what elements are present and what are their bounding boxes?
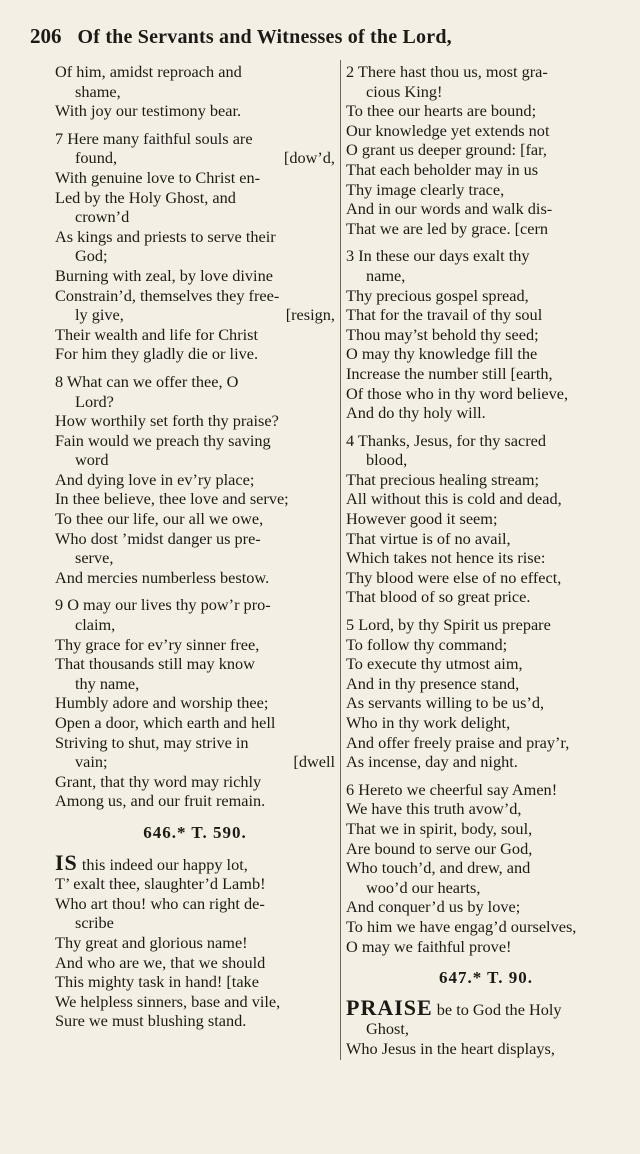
verse-line-text: 7 Here many faithful souls are: [55, 128, 253, 148]
verse-line-text: With joy our testimony bear.: [55, 101, 242, 121]
verse-line: [55, 992, 335, 1012]
verse-line-text: ly give,: [75, 305, 124, 325]
verse-line-text: blood,: [366, 450, 408, 470]
verse-line-text: Of those who in thy word believe,: [346, 383, 569, 403]
verse-line: [346, 839, 626, 859]
verse-line: [55, 82, 335, 102]
verse-line-text: To thee our hearts are bound;: [346, 101, 537, 121]
verse-line: [55, 849, 335, 875]
verse-line: [55, 615, 335, 635]
verse-line: [55, 713, 335, 733]
verse-line: [346, 799, 626, 819]
column-divider: [340, 60, 341, 1060]
verse-line-text: word: [75, 450, 109, 470]
verse-line-text: Constrain’d, themselves they free-: [55, 285, 280, 305]
verse-line: [55, 431, 335, 451]
verse-line-text: found,: [75, 148, 118, 168]
verse-line: [55, 101, 335, 121]
stanza: [55, 372, 335, 588]
verse-line-text: That virtue is of no avail,: [346, 528, 511, 548]
verse-line: [55, 227, 335, 247]
verse-line: [55, 509, 335, 529]
verse-line: [55, 411, 335, 431]
verse-line-text: That we are led by grace. [cern: [346, 218, 549, 238]
stanza: [346, 62, 626, 238]
verse-line: [346, 364, 626, 384]
verse-line-text: We helpless sinners, base and vile,: [55, 991, 281, 1011]
running-title: Of the Servants and Witnesses of the Lord,: [77, 26, 452, 48]
verse-line: [346, 62, 626, 82]
verse-line: [346, 1019, 626, 1039]
verse-line-text: That we in spirit, body, soul,: [346, 818, 533, 838]
stanza: [55, 595, 335, 811]
verse-line: [346, 470, 626, 490]
verse-line: [55, 568, 335, 588]
verse-line: [346, 384, 626, 404]
stanza: [346, 431, 626, 607]
left-column: [55, 62, 335, 1039]
verse-line-text: That blood of so great price.: [346, 587, 531, 607]
right-column: [346, 62, 626, 1067]
stanza: [346, 615, 626, 772]
verse-line-text: That precious healing stream;: [346, 469, 540, 489]
verse-line: [55, 752, 335, 772]
verse-line: [346, 160, 626, 180]
verse-line-text: To thee our life, our all we owe,: [55, 509, 264, 529]
verse-line-text: this indeed our happy lot,: [77, 854, 248, 874]
verse-line: [346, 246, 626, 266]
verse-line-text: Thy grace for ev’ry sinner free,: [55, 634, 260, 654]
verse-line-text: O may we faithful prove!: [346, 936, 512, 956]
verse-line: [346, 752, 626, 772]
verse-line: [346, 654, 626, 674]
verse-line: [346, 325, 626, 345]
verse-line: [55, 913, 335, 933]
verse-line-text: Lord?: [75, 391, 114, 411]
verse-line: [55, 489, 335, 509]
verse-line-text: Which takes not hence its rise:: [346, 548, 546, 568]
verse-line-text: 2 There hast thou us, most gra-: [346, 62, 548, 81]
verse-line-text: For him they gladly die or live.: [55, 344, 259, 364]
verse-line: [55, 62, 335, 82]
verse-line: [55, 168, 335, 188]
verse-line: [346, 878, 626, 898]
verse-line-text: Thy image clearly trace,: [346, 179, 505, 199]
verse-line-text: Thou may’st behold thy seed;: [346, 324, 539, 344]
verse-line-text: woo’d our hearts,: [366, 877, 481, 897]
verse-line: [346, 529, 626, 549]
verse-line: [55, 933, 335, 953]
verse-line: [346, 548, 626, 568]
verse-line-text: 3 In these our days exalt thy: [346, 246, 530, 266]
verse-line-text: However good it seem;: [346, 509, 498, 529]
verse-line-text: serve,: [75, 548, 114, 568]
verse-line-text: Who art thou! who can right de-: [55, 893, 265, 913]
verse-line: [346, 937, 626, 957]
verse-line: [55, 953, 335, 973]
verse-line: [346, 199, 626, 219]
verse-line: [55, 266, 335, 286]
verse-line: [55, 874, 335, 894]
verse-line: [55, 148, 335, 168]
verse-line-text: As incense, day and night.: [346, 752, 518, 772]
verse-line-text: All without this is cold and dead,: [346, 489, 562, 509]
hymn-646-first-stanza: [55, 849, 335, 1031]
initial-capital: PRAISE: [346, 994, 433, 1020]
stanza: [55, 129, 335, 364]
verse-line-text: And do thy holy will.: [346, 403, 486, 423]
verse-line: [346, 431, 626, 451]
verse-line-text: To him we have engag’d ourselves,: [346, 916, 577, 936]
verse-line: [55, 972, 335, 992]
verse-line-text: Sure we must blushing stand.: [55, 1011, 247, 1031]
verse-line-text: Who Jesus in the heart displays,: [346, 1038, 555, 1058]
verse-line-text: Thy precious gospel spread,: [346, 285, 529, 305]
verse-line-text: Humbly adore and worship thee;: [55, 693, 269, 713]
verse-line: [346, 568, 626, 588]
verse-line: [346, 693, 626, 713]
verse-line: [346, 674, 626, 694]
verse-line: [55, 674, 335, 694]
verse-line-text: claim,: [75, 615, 116, 635]
verse-line-text: O grant us deeper ground: [far,: [346, 140, 547, 160]
verse-line: [55, 693, 335, 713]
verse-line-text: And dying love in ev’ry place;: [55, 469, 255, 489]
hymn-647-first-stanza: [346, 994, 626, 1059]
verse-line: [346, 121, 626, 141]
verse-line-text: Striving to shut, may strive in: [55, 732, 249, 752]
verse-line-text: name,: [366, 265, 406, 285]
verse-line-text: be to God the Holy: [432, 999, 562, 1019]
verse-line: [55, 1011, 335, 1031]
verse-line-text: To follow thy command;: [346, 634, 508, 654]
verse-line: [55, 450, 335, 470]
verse-line-text: Thy blood were else of no effect,: [346, 567, 562, 587]
verse-line: [346, 819, 626, 839]
verse-line: [346, 344, 626, 364]
verse-line-text: Ghost,: [366, 1019, 409, 1039]
verse-line: [55, 470, 335, 490]
running-header: [30, 24, 630, 54]
verse-line-text: As kings and priests to serve their: [55, 226, 276, 246]
verse-line-text: How worthily set forth thy praise?: [55, 411, 279, 431]
verse-line-text: And offer freely praise and pray’r,: [346, 732, 570, 752]
verse-line: [346, 82, 626, 102]
verse-line-text: Among us, and our fruit remain.: [55, 791, 266, 811]
verse-line-text: Open a door, which earth and hell: [55, 713, 276, 732]
verse-line-text: scribe: [75, 913, 114, 933]
verse-line: [55, 635, 335, 655]
verse-line: [346, 858, 626, 878]
verse-line: [346, 489, 626, 509]
verse-line-text: Are bound to serve our God,: [346, 838, 533, 858]
verse-line: [346, 180, 626, 200]
verse-line-text: And mercies numberless bestow.: [55, 567, 270, 587]
verse-line: [55, 188, 335, 208]
verse-line-text: Of him, amidst reproach and: [55, 62, 242, 81]
verse-line-text: That for the travail of thy soul: [346, 305, 543, 325]
verse-line: [346, 994, 626, 1020]
initial-capital: IS: [55, 849, 78, 875]
verse-line-text: In thee believe, thee love and serve;: [55, 489, 289, 509]
verse-line-text: Increase the number still [earth,: [346, 363, 553, 383]
verse-line-text: God;: [75, 246, 108, 266]
verse-line: [346, 140, 626, 160]
verse-line-text: Who dost ’midst danger us pre-: [55, 528, 261, 548]
verse-line: [346, 266, 626, 286]
verse-line: [55, 305, 335, 325]
verse-line-text: 9 O may our lives thy pow’r pro-: [55, 595, 271, 615]
verse-line: [346, 615, 626, 635]
verse-line: [55, 772, 335, 792]
verse-line-text: Grant, that thy word may richly: [55, 771, 262, 791]
verse-line-text: Burning with zeal, by love divine: [55, 265, 273, 285]
verse-line-text: Thy great and glorious name!: [55, 932, 248, 952]
verse-line-text: That each beholder may in us: [346, 159, 539, 179]
verse-line-text: 8 What can we offer thee, O: [55, 371, 239, 391]
verse-line-text: 4 Thanks, Jesus, for thy sacred: [346, 430, 547, 450]
verse-line-text: O may thy knowledge fill the: [346, 344, 538, 364]
verse-line: [346, 450, 626, 470]
hymn-647-heading: 647.* T. 90.: [438, 968, 534, 988]
verse-line-text: cious King!: [366, 81, 443, 101]
verse-line: [346, 509, 626, 529]
verse-line: [346, 403, 626, 423]
verse-line: [346, 780, 626, 800]
stanza: [346, 780, 626, 956]
catchword: [dow’d,: [283, 148, 335, 168]
verse-line-text: That thousands still may know: [55, 654, 255, 674]
verse-line-text: Our knowledge yet extends not: [346, 120, 550, 140]
verse-line-text: shame,: [75, 81, 121, 101]
verse-line-text: As servants willing to be us’d,: [346, 693, 545, 713]
stanza: [55, 62, 335, 121]
verse-line: [55, 654, 335, 674]
verse-line-text: To execute thy utmost aim,: [346, 654, 523, 674]
stanza: [346, 246, 626, 422]
verse-line-text: Fain would we preach thy saving: [55, 430, 271, 450]
verse-line: [346, 897, 626, 917]
verse-line-text: T’ exalt thee, slaughter’d Lamb!: [55, 874, 266, 894]
verse-line-text: vain;: [75, 752, 108, 772]
verse-line-text: This mighty task in hand! [take: [55, 972, 259, 992]
verse-line-text: And in thy presence stand,: [346, 673, 520, 693]
verse-line: [55, 129, 335, 149]
verse-line: [55, 529, 335, 549]
page-number: 206: [30, 24, 62, 48]
verse-line-text: 6 Hereto we cheerful say Amen!: [346, 779, 558, 799]
verse-line: [346, 101, 626, 121]
verse-line: [55, 286, 335, 306]
catchword: [dwell: [293, 752, 335, 772]
verse-line: [55, 894, 335, 914]
verse-line-text: Their wealth and life for Christ: [55, 324, 258, 344]
verse-line-text: Who in thy work delight,: [346, 713, 511, 732]
verse-line: [55, 392, 335, 412]
verse-line: [346, 219, 626, 239]
verse-line-text: Led by the Holy Ghost, and: [55, 187, 236, 207]
verse-line-text: thy name,: [75, 673, 140, 693]
verse-line-text: And in our words and walk dis-: [346, 199, 553, 219]
verse-line: [55, 548, 335, 568]
verse-line: [346, 587, 626, 607]
verse-line-text: We have this truth avow’d,: [346, 799, 522, 819]
verse-line-text: And conquer’d us by love;: [346, 897, 521, 917]
verse-line: [55, 791, 335, 811]
verse-line: [346, 713, 626, 733]
verse-line: [55, 372, 335, 392]
verse-line: [346, 1039, 626, 1059]
verse-line: [55, 207, 335, 227]
verse-line-text: Who touch’d, and drew, and: [346, 858, 531, 878]
verse-line-text: crown’d: [75, 207, 130, 227]
verse-line: [346, 635, 626, 655]
verse-line: [55, 595, 335, 615]
verse-line: [55, 246, 335, 266]
verse-line-text: With genuine love to Christ en-: [55, 167, 261, 187]
verse-line: [55, 344, 335, 364]
verse-line-text: 5 Lord, by thy Spirit us prepare: [346, 615, 551, 635]
verse-line-text: And who are we, that we should: [55, 952, 266, 972]
verse-line: [346, 286, 626, 306]
verse-line: [346, 305, 626, 325]
verse-line: [55, 733, 335, 753]
verse-line: [346, 917, 626, 937]
hymn-646-heading: 646.* T. 590.: [143, 822, 247, 842]
verse-line: [346, 733, 626, 753]
catchword: [resign,: [285, 305, 335, 325]
verse-line: [55, 325, 335, 345]
